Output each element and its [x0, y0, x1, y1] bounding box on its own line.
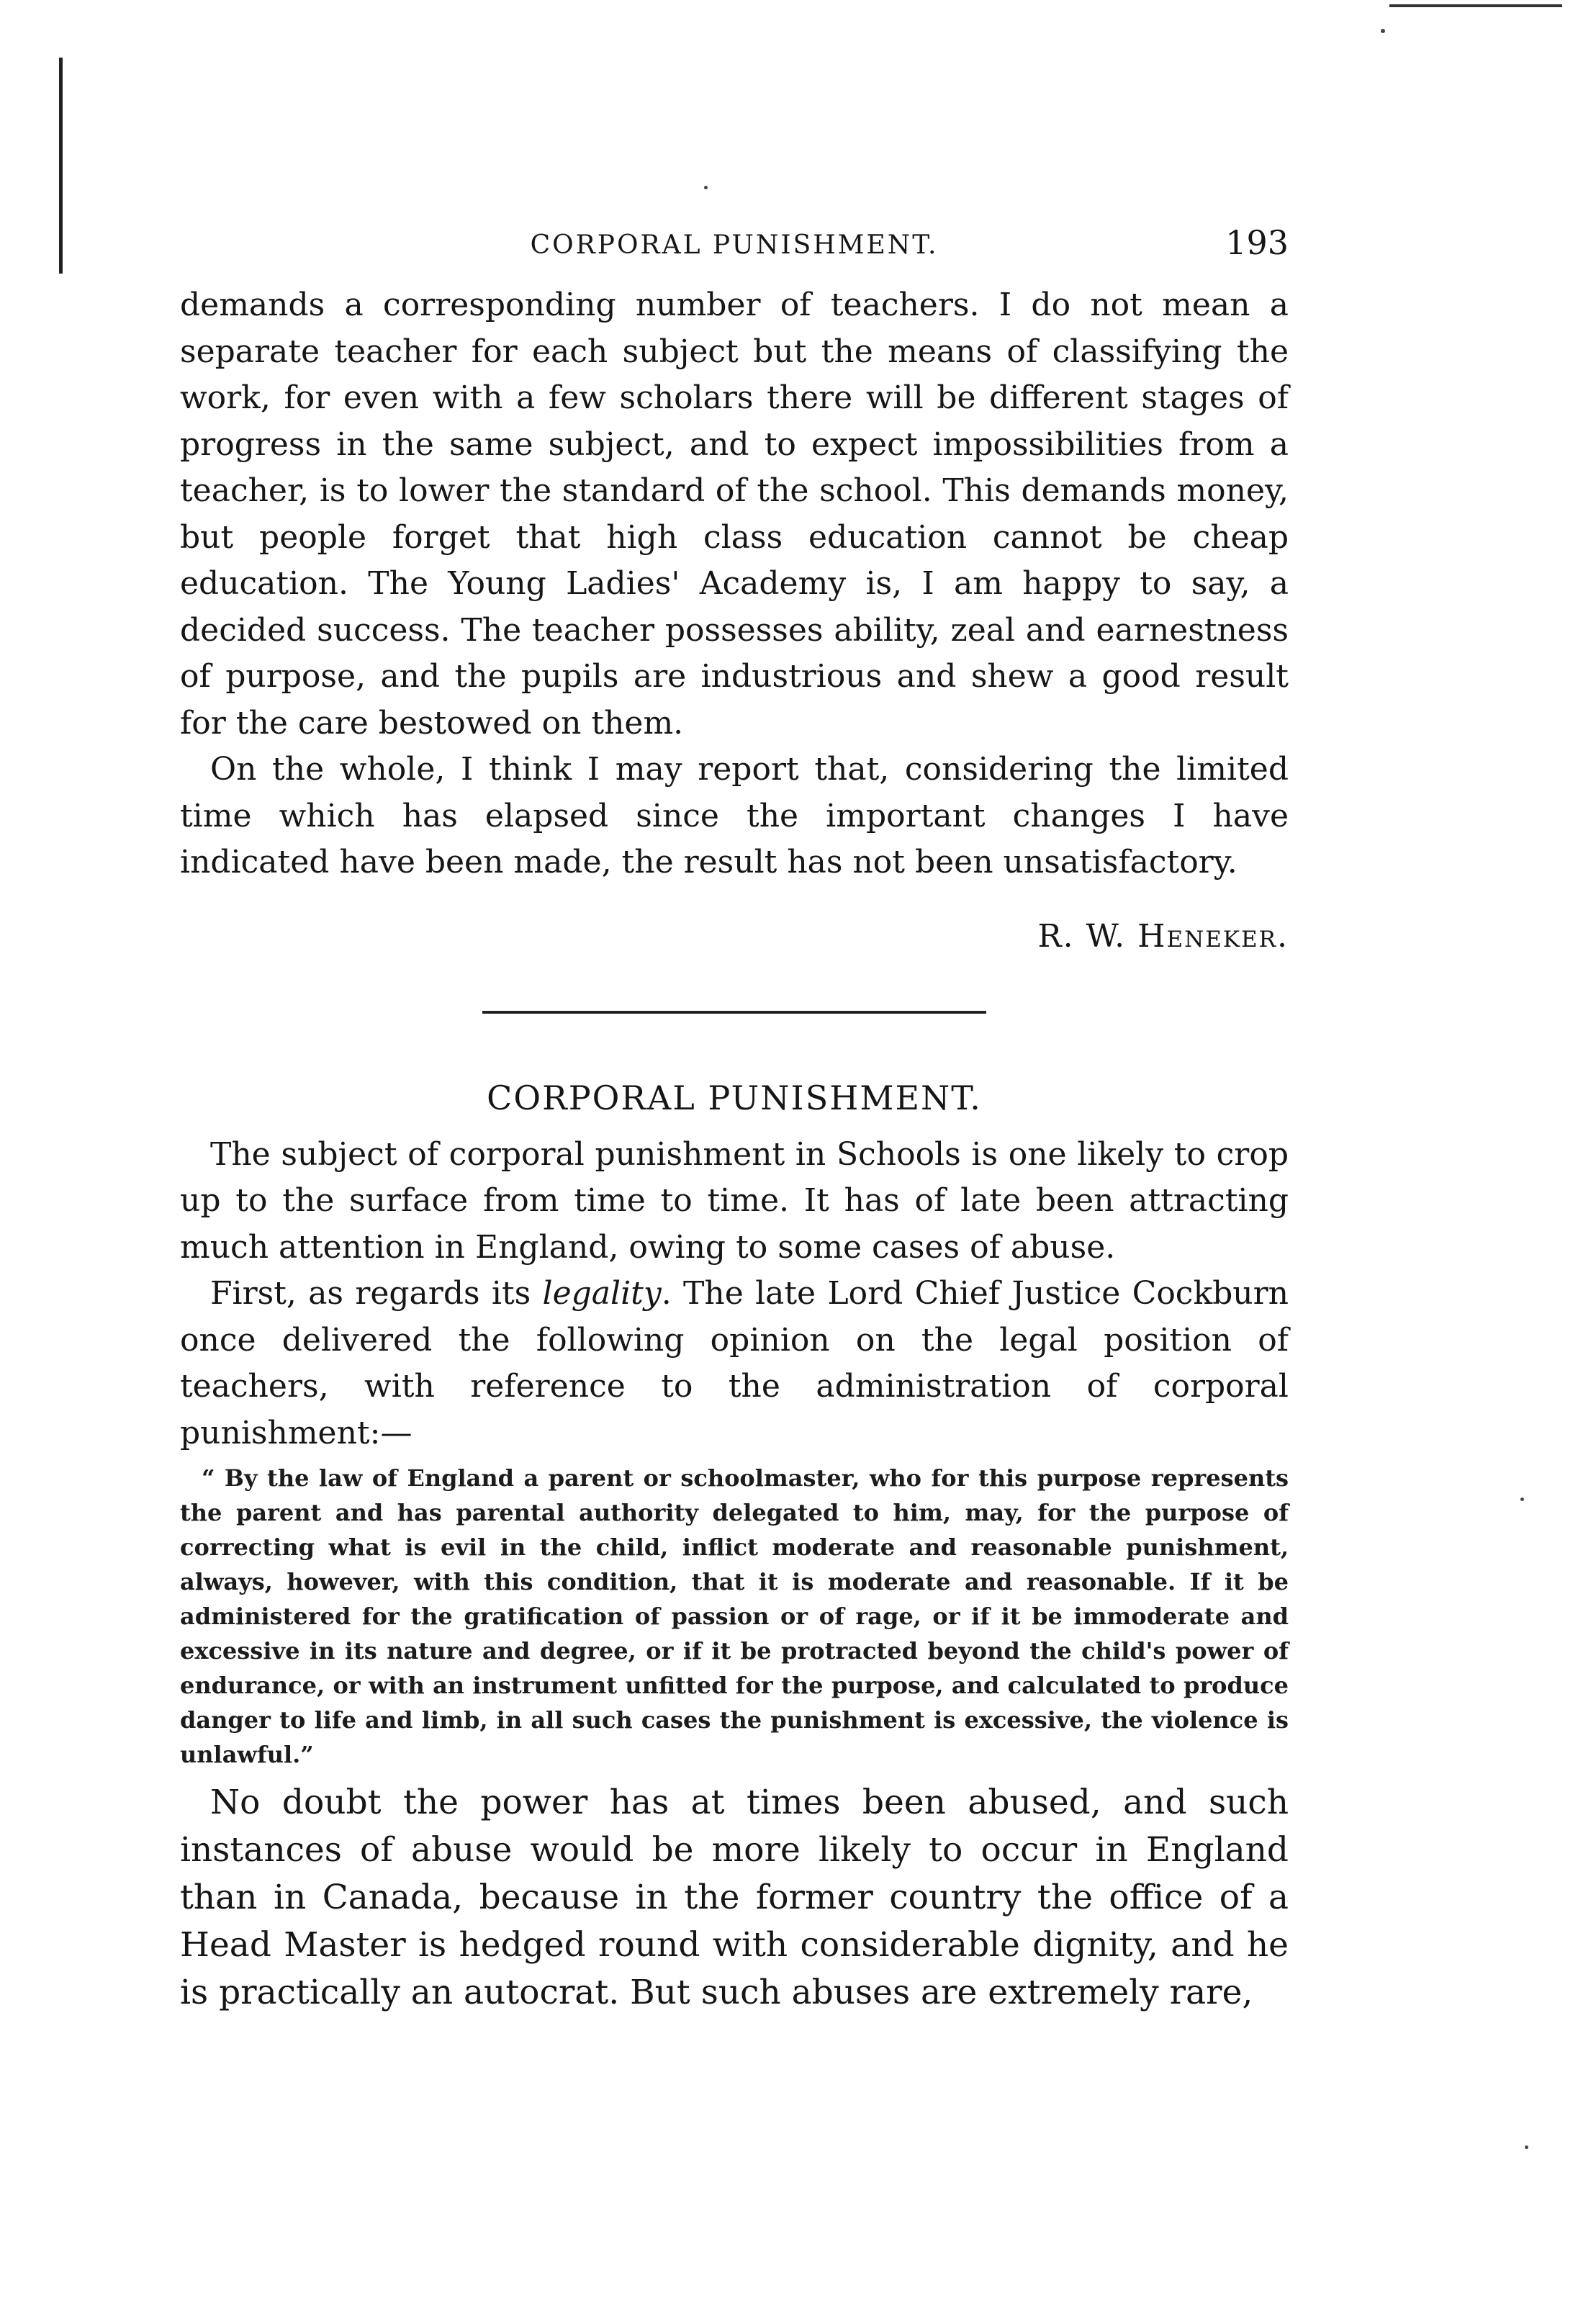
block-quote: “ By the law of England a parent or schoolmaster, who for this purpose represents the parent and has parental authority delegated to him, may, for the purpose of correcting what is evil in the child, inflict moderate and reasonable punishment, always, however, with this condition, that it is moderate and reasonable. If it be administered for the gratification of passion or of rage, or if it be immoderate and excessive in its nature and degree, or if it be protracted beyond the child's power of endurance, or with an instrument unfitted for the purpose, and calculated to produce danger to life and limb, in all such cases the punishment is excessive, the violence is unlawful.”: [180, 1464, 1289, 1768]
scan-speck: [704, 186, 708, 189]
continuation-paragraph: demands a corresponding number of teachers. I do not mean a separate teacher for each subject but the means of classifying the work, for even with a few scholars there will be different stages of progress in the same subject, and to expect impossibilities from a teacher, is to lower the standard of the school. This demands money, but people forget that high class education cannot be cheap education. The Young Ladies' Academy is, I am happy to say, a decided success. The teacher possesses ability, zeal and earnestness of purpose, and the pupils are industrious and shew a good result for the care bestowed on them.: [180, 287, 1289, 742]
legality-paragraph: [180, 1271, 1289, 1456]
legality-suffix: . The late Lord Chief Justice Cockburn once delivered the following opinion on the legal position of teachers, with reference to the administration of corporal punishment:—: [180, 1275, 1289, 1451]
scan-speck: [1520, 1497, 1524, 1501]
intro-paragraph: The subject of corporal punishment in Schools is one likely to crop up to the surface from time to time. It has of late been attracting much attention in England, owing to some cases of abuse.: [180, 1135, 1289, 1266]
scan-speck: [1381, 29, 1385, 33]
legality-emphasis: legality: [542, 1275, 662, 1312]
author-signature: R. W. Heneker.: [1037, 917, 1289, 955]
book-page: [180, 223, 1289, 2017]
running-head: [180, 223, 1289, 266]
closing-paragraph: No doubt the power has at times been abused, and such instances of abuse would be more likely to occur in England than in Canada, because in the former country the office of a Head Master is hedged round with considerable dignity, and he is practically an autocrat. But such abuses are extremely rare,: [180, 1783, 1289, 2012]
running-title: CORPORAL PUNISHMENT.: [530, 230, 939, 260]
conclusion-paragraph: On the whole, I think I may report that, considering the limited time which has elapsed since the important changes I have indicated have been made, the result has not been unsatisfactory.: [180, 751, 1289, 880]
scan-speck: [1525, 2145, 1528, 2149]
article-title: CORPORAL PUNISHMENT.: [487, 1078, 982, 1117]
legality-prefix: First, as regards its: [210, 1275, 543, 1312]
scan-edge-mark: [59, 58, 63, 274]
scan-edge-mark: [1389, 4, 1562, 7]
page-number: 193: [1225, 223, 1289, 262]
section-divider: [482, 1011, 986, 1014]
